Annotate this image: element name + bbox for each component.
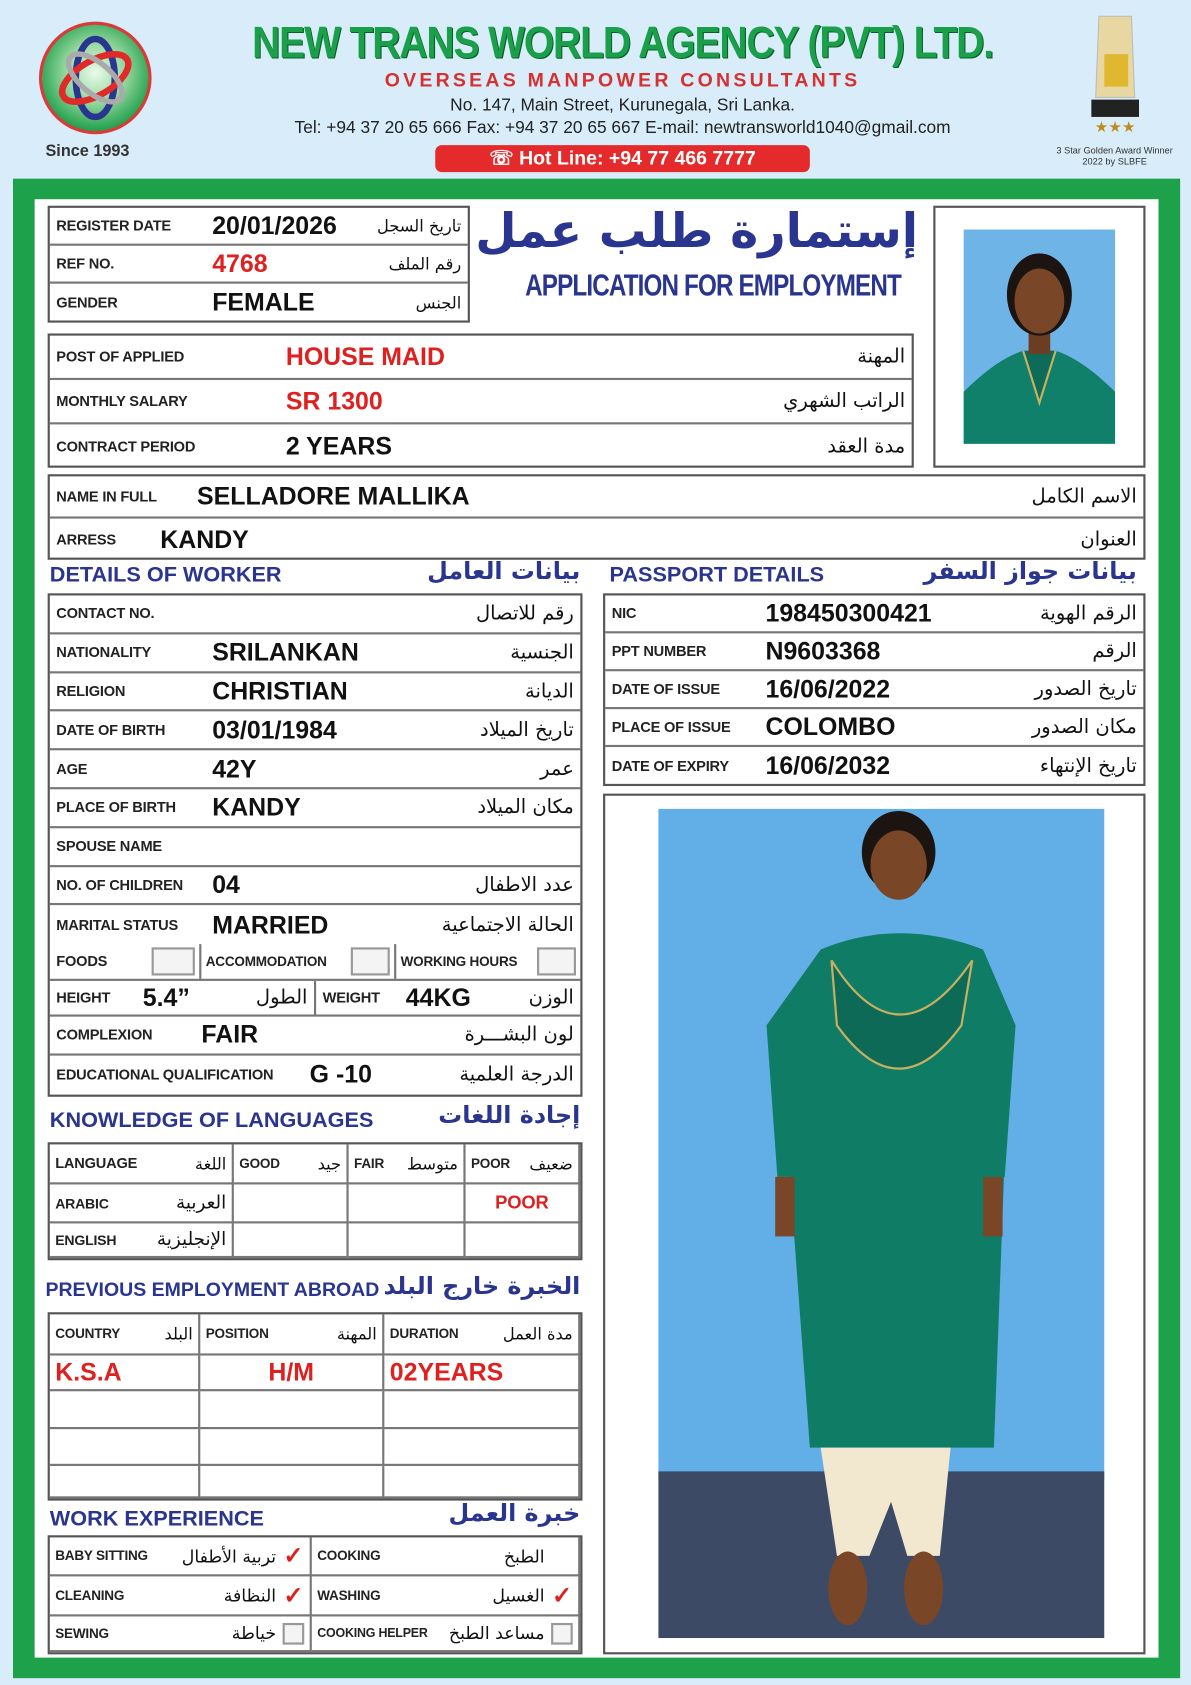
worker-row-label-arabic: الجنسية [510,641,574,664]
company-address: No. 147, Main Street, Kurunegala, Sri Lanka. [450,96,795,115]
column-header-label-arabic: متوسط [406,1153,458,1174]
passport-row-label: DATE OF EXPIRY [611,757,729,775]
worker-row-value: 04 [212,870,240,899]
worker-row-label: SPOUSE NAME [56,838,162,855]
passport-row [605,671,1143,709]
worker-row-label: NATIONALITY [56,644,152,661]
column-header-label-arabic: اللغة [194,1153,227,1174]
passport-details-table [603,593,1145,786]
worker-row-label-arabic: رقم للاتصال [475,602,574,626]
worker-row [50,595,581,634]
passport-row [605,709,1143,747]
column-header-label: GOOD [239,1155,280,1171]
language-level-cell [234,1184,349,1223]
weight-label-arabic: الوزن [528,986,574,1009]
languages-table [48,1142,583,1260]
job-info-table [48,333,914,467]
passport-row-value: 16/06/2022 [765,674,891,703]
worker-row-label-arabic: عمر [540,757,574,781]
info-row-value: 20/01/2026 [212,211,337,240]
identity-row-label: NAME IN FULL [56,488,157,505]
passport-photo-frame [933,206,1145,468]
work-experience-table [48,1535,583,1654]
working-hours-checkbox [537,947,576,975]
foods-label: FOODS [56,953,108,970]
worker-row-label: PLACE OF BIRTH [56,799,176,816]
work-experience-item [50,1576,312,1616]
job-row-value: SR 1300 [285,386,383,415]
worker-row-value: 42Y [212,754,257,783]
worker-details-heading-arabic: بيانات العامل [427,558,581,586]
identity-row [50,519,1144,561]
employment-cell [50,1356,200,1392]
column-header-label: FAIR [354,1155,385,1171]
worker-row-value: MARRIED [212,910,329,939]
worker-row-label: MARITAL STATUS [56,916,179,934]
info-row-value: 4768 [212,249,268,278]
employment-cell [384,1356,580,1392]
work-experience-item [50,1616,312,1652]
employment-column-header [200,1314,384,1355]
language-column-header [234,1144,349,1184]
language-column-header [349,1144,466,1184]
job-row [50,380,912,424]
identity-row-label: ARRESS [56,531,116,548]
accommodation-checkbox [351,947,390,975]
check-mark-icon: ✓ [551,1581,572,1609]
height-weight-row [50,980,581,1016]
languages-heading-arabic: إجادة اللغات [438,1102,581,1130]
skill-checkbox [283,1541,305,1569]
full-length-photo-frame [603,794,1145,1655]
worker-row-label: CONTACT NO. [56,605,155,622]
registration-info-table [48,206,470,323]
previous-employment-table [48,1312,583,1500]
passport-row-value: 16/06/2032 [765,751,891,780]
worker-row [50,867,581,906]
passport-details-heading-arabic: بيانات جواز السفر [923,558,1137,586]
language-column-header [50,1144,234,1184]
identity-row-value: SELLADORE MALLIKA [197,481,470,510]
passport-row-label-arabic: تاريخ الإنتهاء [1039,754,1137,778]
worker-row [50,634,581,673]
worker-row-value: CHRISTIAN [212,676,348,705]
award-trophy-icon [1083,11,1148,136]
work-experience-item [312,1537,581,1576]
skill-checkbox [551,1581,573,1609]
applicant-full-length-photo [658,809,1104,1638]
work-experience-item [312,1616,581,1652]
worker-row [50,751,581,790]
skill-label-arabic: الطبخ [503,1545,545,1567]
employment-cell [200,1356,384,1392]
job-row-value: HOUSE MAID [285,342,445,371]
worker-row-value: FAIR [201,1020,259,1049]
work-experience-item [50,1537,312,1576]
worker-row-label: DATE OF BIRTH [56,721,166,739]
employment-cell [200,1466,384,1498]
language-level-cell [349,1223,466,1258]
employment-column-header [384,1314,580,1355]
passport-row-value: N9603368 [765,636,881,665]
info-row-label: REGISTER DATE [56,217,171,234]
company-contact: Tel: +94 37 20 65 666 Fax: +94 37 20 65 667 E-mail: newtransworld1040@gmail.com [294,119,951,138]
identity-row-label-arabic: الاسم الكامل [1031,485,1137,508]
employment-cell [384,1466,580,1498]
applicant-portrait-photo [964,230,1116,444]
foods-checkbox [152,947,195,975]
worker-row [50,828,581,867]
language-level-cell [349,1184,466,1223]
passport-row-label: NIC [611,605,637,622]
skill-label: COOKING HELPER [317,1626,428,1640]
info-row [50,208,468,246]
skill-checkbox [283,1622,305,1644]
employment-cell [50,1429,200,1466]
column-header-label: LANGUAGE [55,1155,138,1172]
column-header-label: POOR [470,1155,510,1171]
worker-row-label: RELIGION [56,683,126,700]
passport-row [605,747,1143,785]
skill-label: WASHING [317,1587,381,1603]
passport-row-label: PPT NUMBER [611,643,707,660]
job-row-label: POST OF APPLIED [56,348,185,365]
passport-row [605,595,1143,633]
passport-details-heading: PASSPORT DETAILS [609,563,825,587]
previous-employment-heading-arabic: الخبرة خارج البلد [383,1273,581,1301]
passport-row-value: 198450300421 [765,598,932,627]
skill-label: COOKING [317,1548,381,1564]
language-level-cell [466,1184,581,1223]
info-row-label: REF NO. [56,255,115,272]
job-row-label-arabic: مدة العقد [827,435,906,458]
worker-row-value: SRILANKAN [212,637,359,667]
passport-row-label-arabic: الرقم [1092,639,1137,663]
job-row-label-arabic: المهنة [857,345,906,369]
facilities-row [50,944,581,980]
worker-row-label: EDUCATIONAL QUALIFICATION [56,1066,274,1084]
height-label: HEIGHT [56,989,111,1006]
column-header-label-arabic: ضعيف [529,1153,573,1174]
skill-label: BABY SITTING [55,1548,148,1564]
employment-column-header [50,1314,200,1355]
since-year: Since 1993 [45,141,130,161]
job-row-label: CONTRACT PERIOD [56,438,196,455]
skill-label: CLEANING [55,1587,125,1603]
form-title-english: APPLICATION FOR EMPLOYMENT [525,268,901,303]
language-level-value: POOR [495,1192,549,1213]
worker-row-label: NO. OF CHILDREN [56,876,183,894]
skill-label-arabic: النظافة [223,1585,277,1606]
worker-details-heading: DETAILS OF WORKER [49,563,282,587]
weight-label: WEIGHT [322,989,380,1006]
worker-details-table [48,593,583,1096]
column-header-label-arabic: المهنة [336,1324,377,1344]
accommodation-label: ACCOMMODATION [205,953,327,969]
work-experience-item [312,1576,581,1616]
employment-cell [200,1391,384,1429]
height-value: 5.4” [142,982,190,1012]
worker-row-label-arabic: لون البشـــرة [464,1023,574,1047]
agency-logo [39,22,152,135]
weight-value: 44KG [405,982,471,1012]
worker-row-label-arabic: الحالة الاجتماعية [441,913,574,937]
passport-row-label-arabic: الرقم الهوية [1039,601,1137,625]
skill-label-arabic: الغسيل [492,1585,545,1606]
skill-label-arabic: مساعد الطبخ [448,1622,545,1644]
worker-row-label-arabic: تاريخ الميلاد [480,718,574,742]
hotline-badge: ☏ Hot Line: +94 77 466 7777 [435,145,810,172]
worker-row [50,673,581,712]
language-level-cell [466,1223,581,1258]
worker-row-label-arabic: الديانة [525,679,574,703]
worker-row [50,789,581,828]
job-row [50,336,912,380]
column-header-label-arabic: البلد [164,1324,193,1344]
job-row-value: 2 YEARS [285,431,392,461]
company-tagline: OVERSEAS MANPOWER CONSULTANTS [384,69,861,91]
award-caption: 3 Star Golden Award Winner 2022 by SLBFE [1056,145,1173,167]
language-name-cell [50,1184,234,1223]
skill-label-arabic: تربية الأطفال [181,1545,277,1567]
employment-cell [50,1391,200,1429]
language-level-cell [234,1223,349,1258]
employment-duration: 02YEARS [389,1357,504,1386]
employment-cell [50,1466,200,1498]
language-label-arabic: العربية [175,1192,227,1214]
worker-row [50,712,581,751]
passport-row-label-arabic: تاريخ الصدور [1034,677,1137,701]
worker-row-value: KANDY [212,792,301,822]
height-label-arabic: الطول [255,986,308,1009]
worker-row-label: AGE [56,760,88,777]
worker-row-label-arabic: مكان الميلاد [477,796,574,819]
info-row-label-arabic: الجنس [415,292,462,313]
svg-text:★★★: ★★★ [1094,119,1136,136]
worker-row-value: G -10 [309,1060,372,1089]
language-label: ARABIC [55,1194,109,1211]
working-hours-label: WORKING HOURS [400,953,518,969]
employment-position: H/M [268,1357,315,1386]
previous-employment-heading: PREVIOUS EMPLOYMENT ABROAD [45,1278,380,1301]
employment-cell [200,1429,384,1466]
worker-row [50,1056,581,1095]
language-label: ENGLISH [55,1231,117,1248]
skill-label: SEWING [55,1625,109,1641]
job-row-label-arabic: الراتب الشهري [783,389,906,413]
info-row-value: FEMALE [212,287,315,317]
passport-row-label-arabic: مكان الصدور [1031,715,1137,739]
work-experience-heading: WORK EXPERIENCE [49,1507,264,1531]
info-row [50,246,468,284]
info-row-label-arabic: تاريخ السجل [377,215,462,236]
passport-row [605,633,1143,671]
column-header-label: POSITION [205,1326,269,1342]
worker-row-label-arabic: عدد الاطفال [475,873,574,897]
company-name: NEW TRANS WORLD AGENCY (PVT) LTD. [252,16,993,68]
worker-row-label: COMPLEXION [56,1026,153,1044]
info-row-label-arabic: رقم الملف [388,253,462,274]
info-row [50,284,468,322]
worker-row-value: 03/01/1984 [212,715,337,744]
worker-row [50,1017,581,1056]
language-name-cell [50,1223,234,1258]
passport-row-label: DATE OF ISSUE [611,681,720,698]
check-mark-icon: ✓ [283,1581,304,1609]
skill-checkbox [283,1581,305,1609]
identity-row-label-arabic: العنوان [1080,528,1137,552]
column-header-label: COUNTRY [55,1326,121,1342]
identity-row-value: KANDY [160,525,249,554]
job-row [50,424,912,468]
language-column-header [466,1144,581,1184]
form-title-arabic: إستمارة طلب عمل [475,203,919,259]
employment-cell [384,1429,580,1466]
column-header-label-arabic: مدة العمل [502,1324,573,1344]
languages-heading: KNOWLEDGE OF LANGUAGES [49,1108,374,1133]
passport-row-value: COLOMBO [765,712,896,741]
work-experience-heading-arabic: خبرة العمل [448,1500,581,1528]
skill-label-arabic: خياطة [231,1622,277,1644]
info-row-label: GENDER [56,294,118,311]
job-row-label: MONTHLY SALARY [56,393,188,410]
passport-row-label: PLACE OF ISSUE [611,718,731,736]
skill-checkbox [551,1622,573,1644]
worker-row-label-arabic: الدرجة العلمية [459,1063,574,1087]
employment-cell [384,1391,580,1429]
employment-country: K.S.A [55,1357,122,1386]
check-mark-icon: ✓ [283,1541,304,1569]
language-label-arabic: الإنجليزية [156,1228,227,1251]
identity-row [50,476,1144,518]
column-header-label-arabic: جيد [317,1153,342,1174]
identity-table [48,474,1146,560]
column-header-label: DURATION [389,1326,459,1342]
worker-row [50,906,581,945]
